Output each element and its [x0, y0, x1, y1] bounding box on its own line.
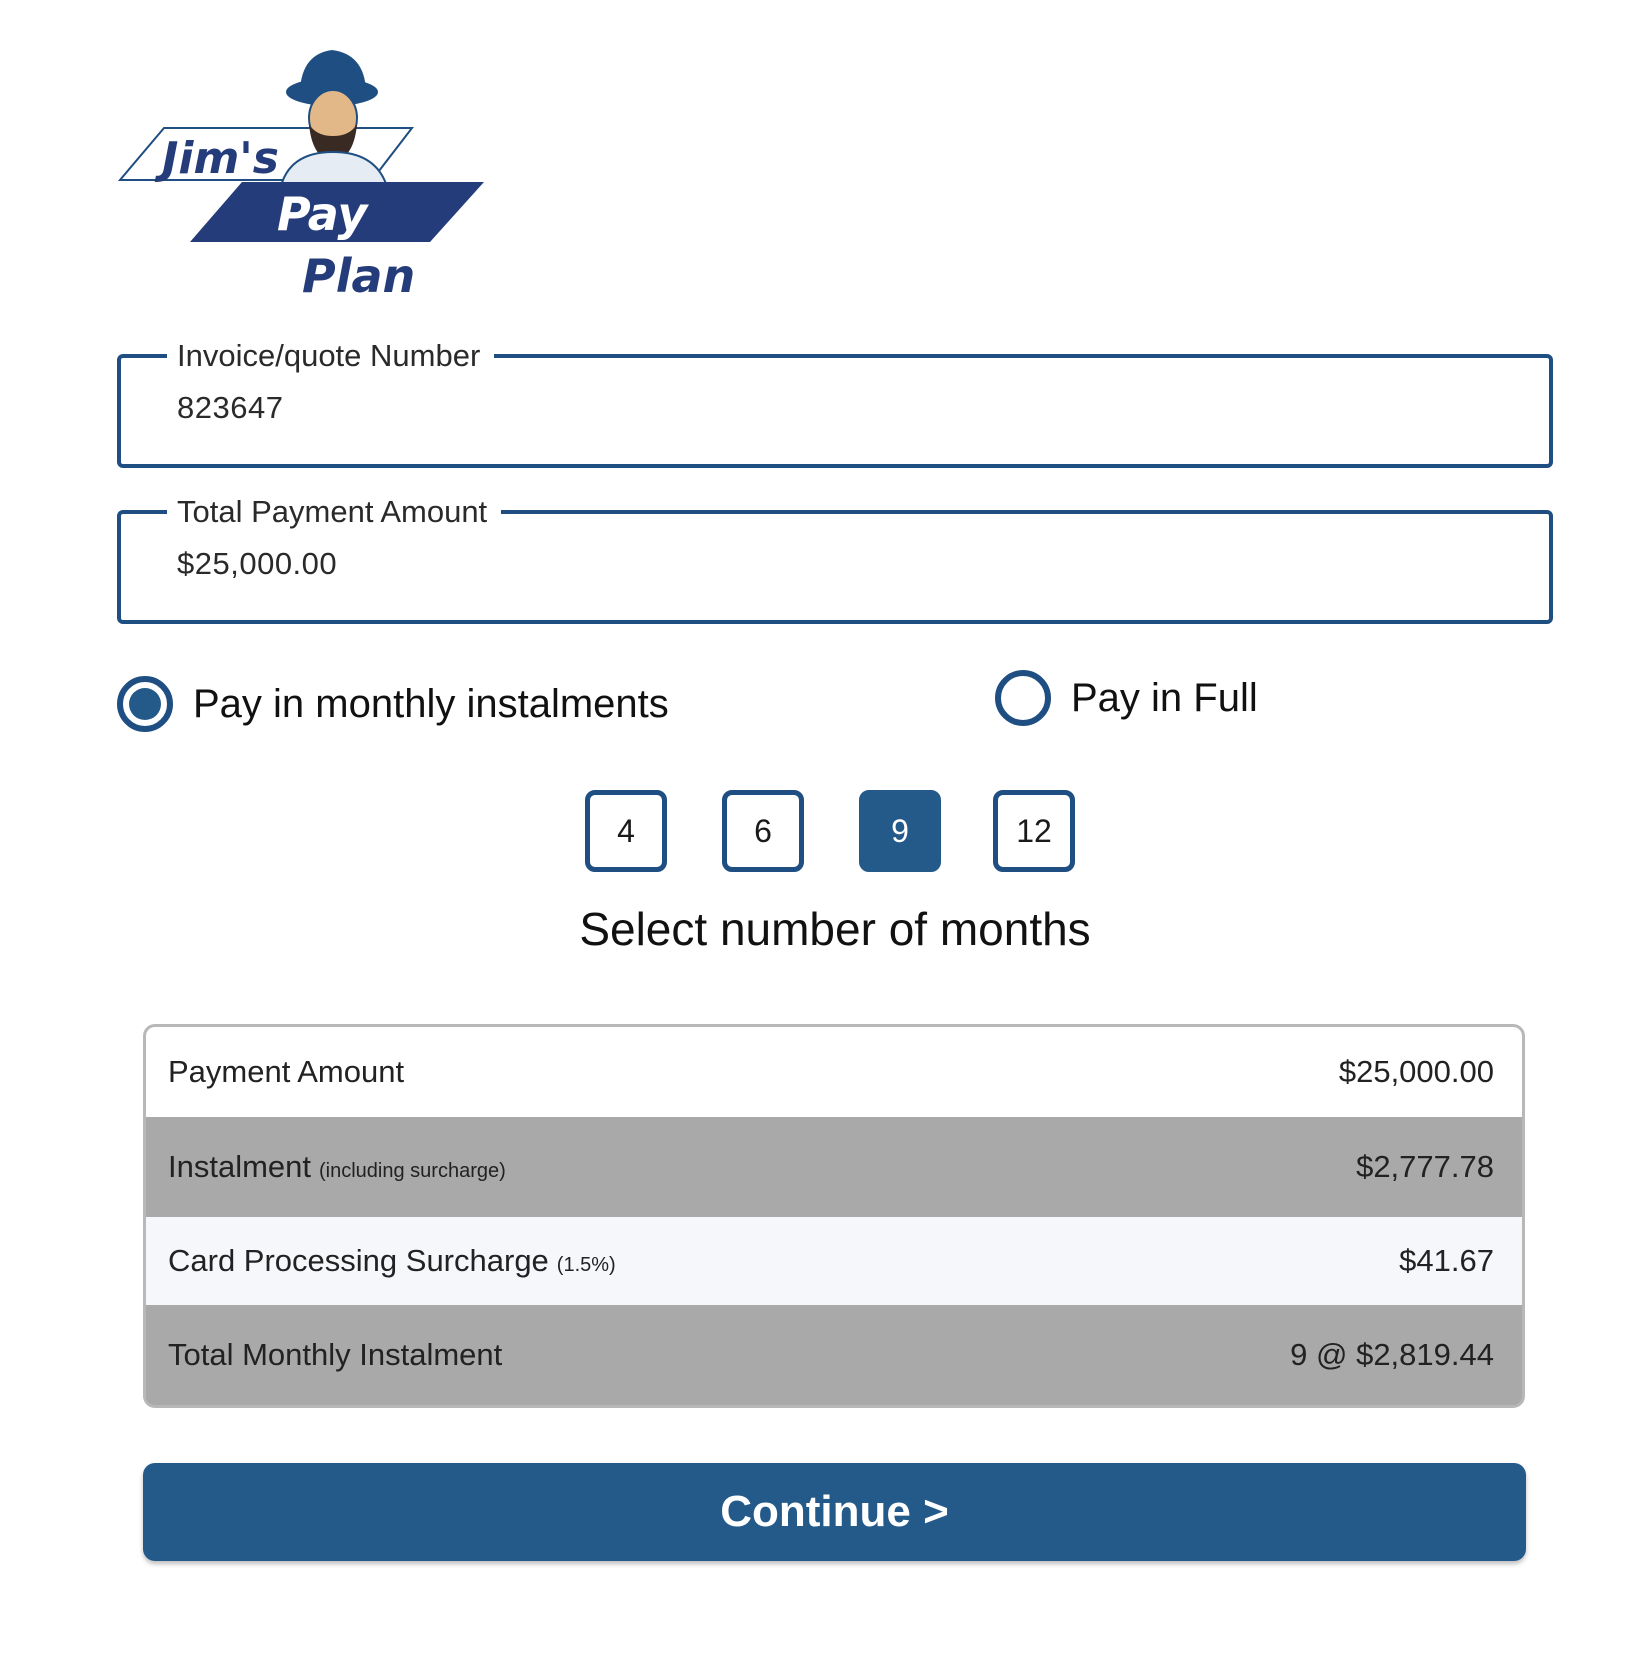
- instalment-label: Instalment: [168, 1149, 312, 1184]
- radio-unchecked-icon[interactable]: [995, 670, 1051, 726]
- total-payment-amount-value[interactable]: $25,000.00: [177, 546, 338, 581]
- summary-row-payment-amount: [146, 1027, 1522, 1117]
- instalment-note: (including surcharge): [319, 1160, 506, 1182]
- pay-monthly-label: Pay in monthly instalments: [193, 681, 669, 726]
- surcharge-label: Card Processing Surcharge: [168, 1243, 549, 1278]
- svg-text:Plan: Plan: [302, 249, 416, 300]
- mascot-icon: [280, 50, 388, 190]
- surcharge-note: (1.5%): [556, 1254, 616, 1276]
- svg-text:Jim's: Jim's: [162, 133, 279, 184]
- invoice-number-value[interactable]: 823647: [177, 390, 284, 425]
- month-option-4[interactable]: 4: [585, 790, 667, 872]
- logo-graphic: [112, 40, 512, 300]
- summary-row-total-monthly: [146, 1305, 1522, 1405]
- total-payment-amount-field[interactable]: [117, 494, 1553, 624]
- jims-pay-plan-logo: [112, 40, 512, 300]
- total-monthly-label: Total Monthly Instalment: [168, 1337, 503, 1372]
- payment-amount-label: Payment Amount: [168, 1054, 405, 1089]
- month-option-9[interactable]: 9: [859, 790, 941, 872]
- month-option-12[interactable]: 12: [993, 790, 1075, 872]
- months-caption: Select number of months: [579, 903, 1091, 955]
- invoice-number-field[interactable]: [117, 338, 1553, 468]
- invoice-number-label: Invoice/quote Number: [167, 336, 494, 376]
- surcharge-value: $41.67: [1399, 1243, 1494, 1278]
- summary-row-surcharge: [146, 1217, 1522, 1305]
- pay-in-full-label: Pay in Full: [1071, 675, 1258, 720]
- pay-monthly-option[interactable]: [117, 676, 669, 732]
- payment-summary: [143, 1024, 1525, 1408]
- summary-row-instalment: [146, 1117, 1522, 1217]
- instalment-value: $2,777.78: [1356, 1149, 1494, 1184]
- continue-button[interactable]: Continue >: [143, 1463, 1526, 1561]
- month-option-6[interactable]: 6: [722, 790, 804, 872]
- pay-in-full-option[interactable]: [995, 670, 1258, 726]
- total-payment-amount-label: Total Payment Amount: [167, 492, 501, 532]
- surcharge-label-group: [168, 1243, 616, 1279]
- payment-amount-value: $25,000.00: [1338, 1054, 1494, 1089]
- svg-text:Pay: Pay: [277, 187, 368, 241]
- radio-checked-icon[interactable]: [117, 676, 173, 732]
- total-monthly-value: 9 @ $2,819.44: [1290, 1337, 1494, 1372]
- instalment-label-group: [168, 1149, 506, 1185]
